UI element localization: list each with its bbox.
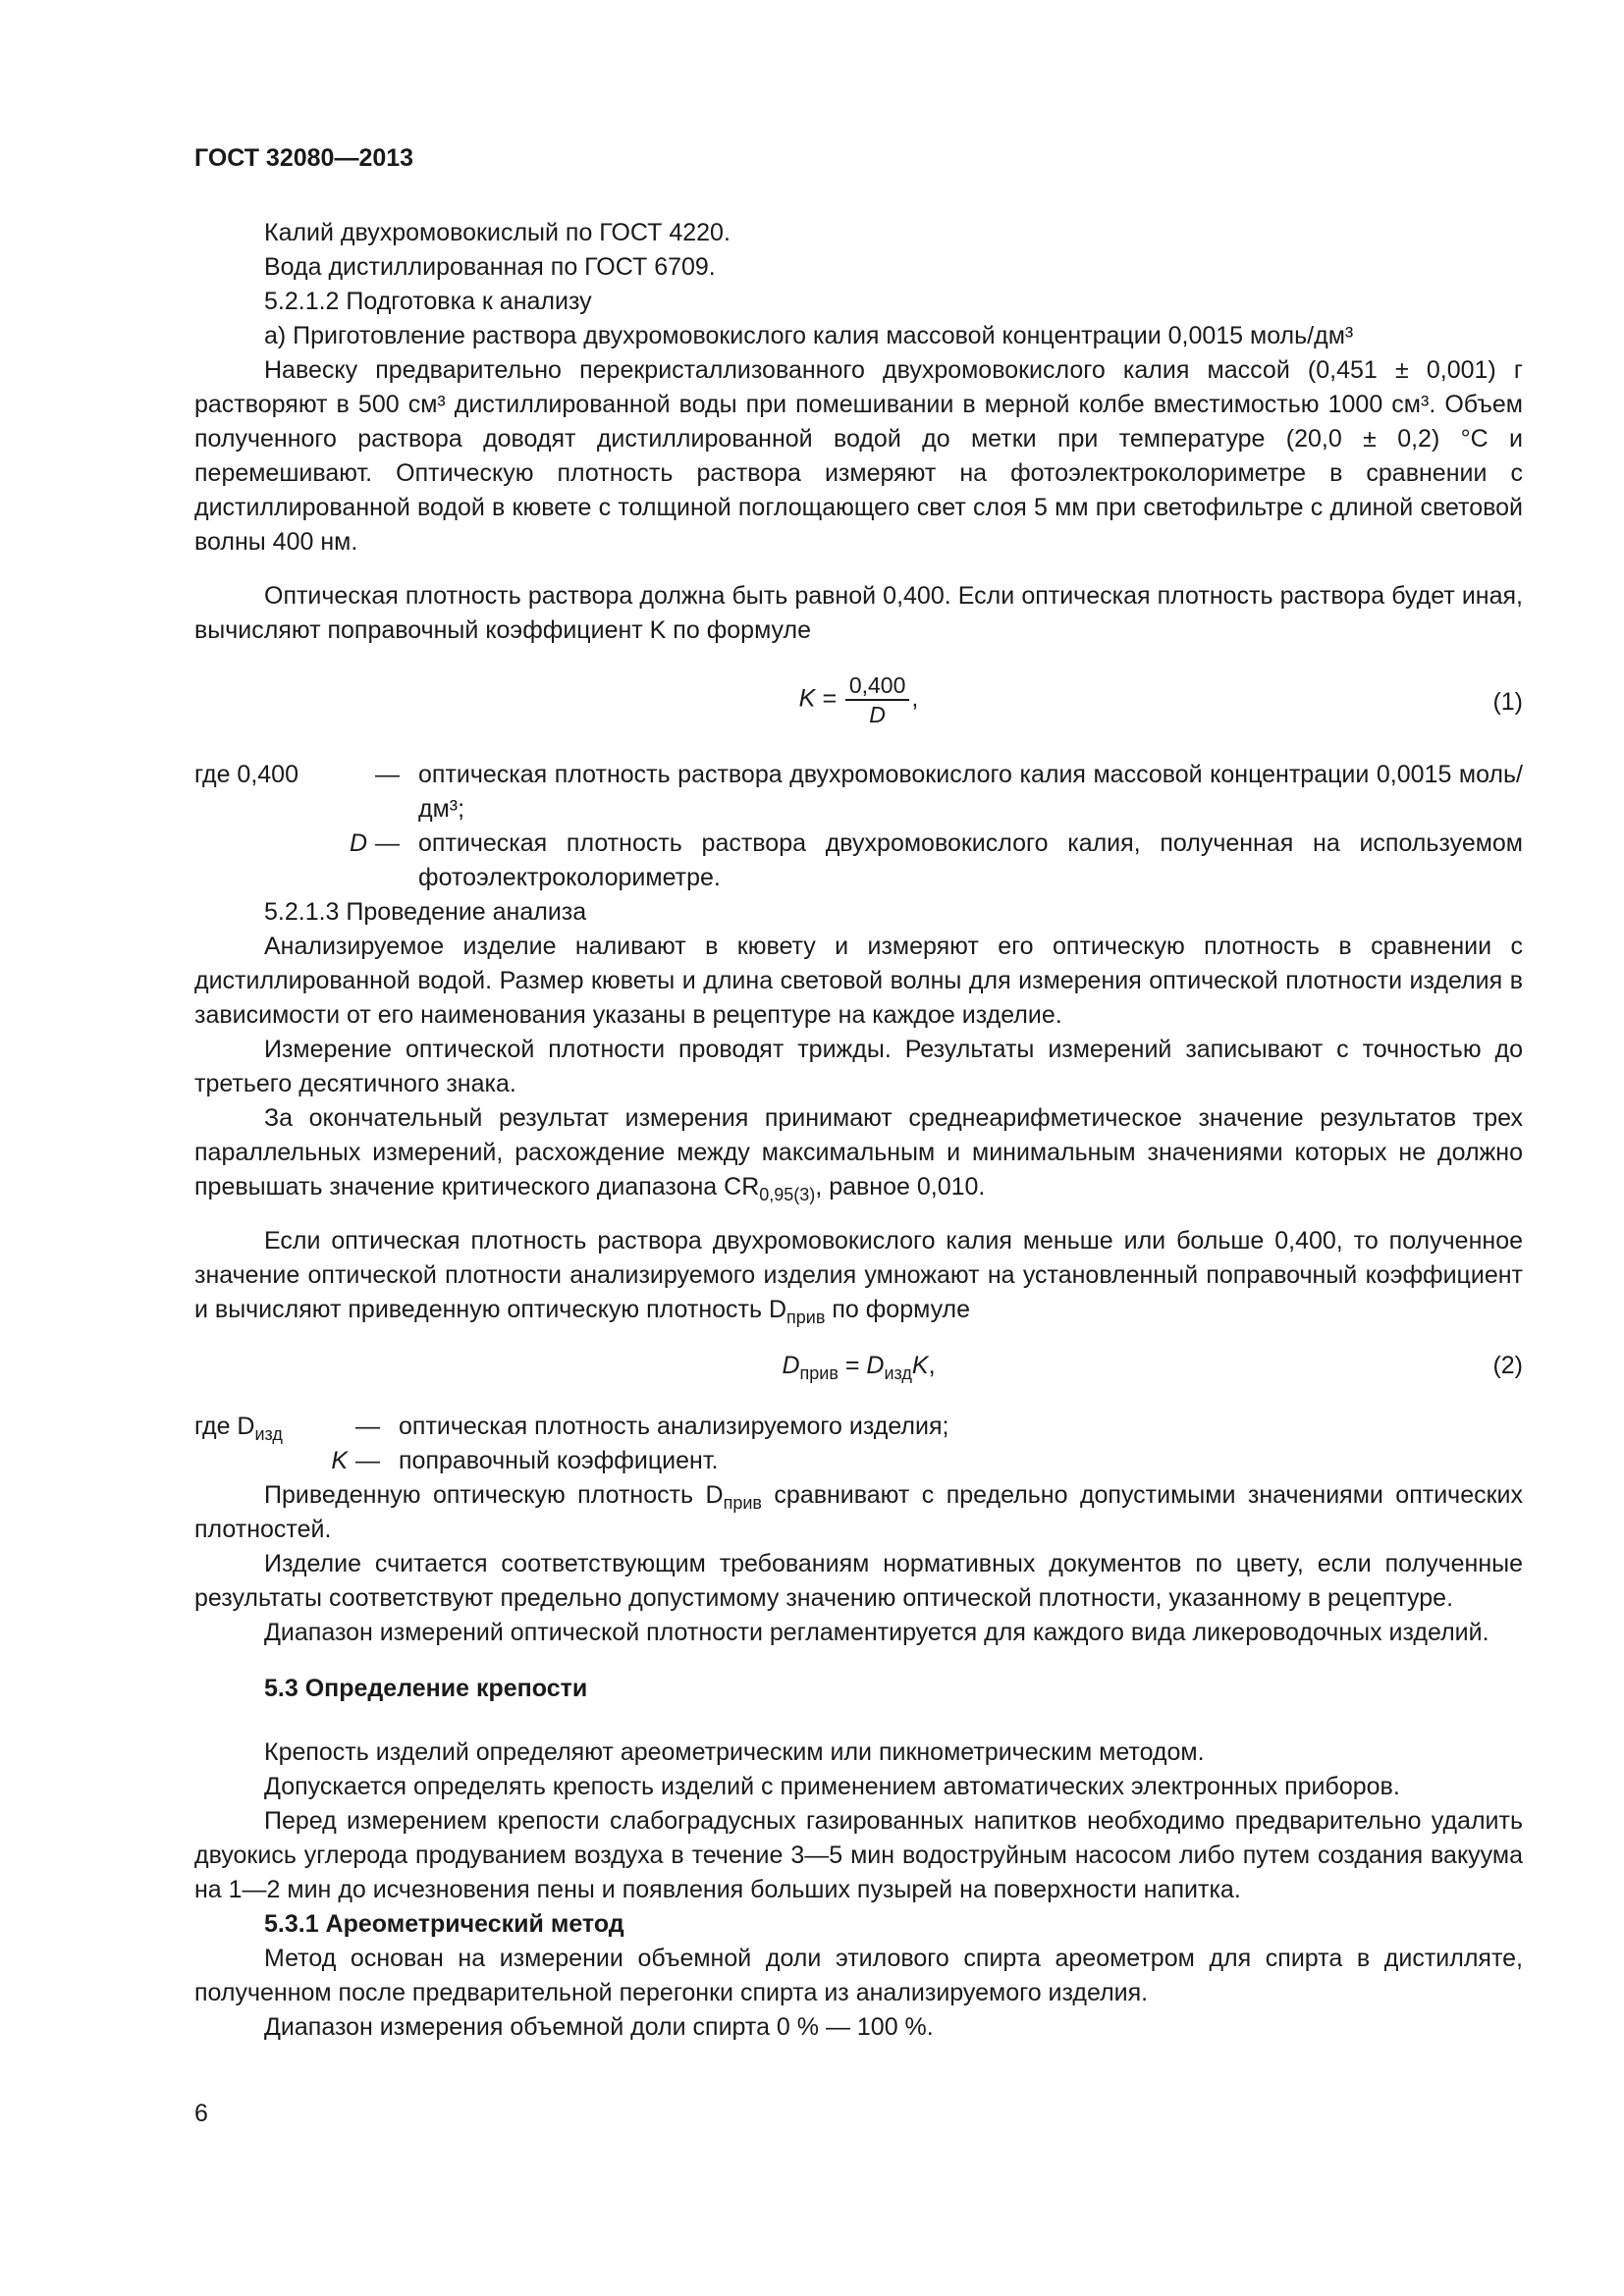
paragraph: Анализируемое изделие наливают в кювету и измеряют его оптическую плотность в сравнении с дистиллированной водой. Размер кюветы и длина световой волны для измерения оптической плотности изделия в зависимости от его наименования указаны в рецептуре на каждое изделие. (194, 933, 1523, 1029)
paragraph: Крепость изделий определяют ареометрическим или пикнометрическим методом. (264, 1738, 1205, 1766)
paragraph: Допускается определять крепость изделий с применением автоматических электронных приборов. (264, 1773, 1400, 1800)
document-header: ГОСТ 32080—2013 (194, 144, 414, 172)
formula-2 (194, 1327, 1523, 1410)
page-content (194, 143, 1523, 2045)
where-row (194, 1444, 1523, 1478)
formula-1 (194, 648, 1523, 740)
paragraph (194, 1101, 1523, 1204)
paragraph: Навеску предварительно перекристаллизованного двухромовокислого калия массой (0,451 ± 0,001) г растворяют в 500 см³ дистиллированной воды при помешивании в мерной колбе вместимостью 1000 см³. Объем полученного раствора доводят дистиллированной водой до метки при температуре (20,0 ± 0,2) °C и перемешивают. Оптическую плотность раствора измеряют на фотоэлектроколориметре в сравнении с дистиллированной водой в кювете с толщиной поглощающего свет слоя 5 мм при светофильтре с длиной световой волны 400 нм. (194, 356, 1523, 556)
paragraph: Калий двухромовокислый по ГОСТ 4220. (264, 219, 731, 246)
fraction-denominator: D (869, 702, 886, 727)
paragraph: Метод основан на измерении объемной доли этилового спирта ареометром для спирта в дистилляте, полученном после предварительной перегонки спирта из анализируемого изделия. (194, 1945, 1523, 2006)
where-term (194, 1444, 355, 1478)
where-dash: — (375, 829, 400, 857)
subscript: прив (799, 1363, 839, 1383)
where-desc: поправочный коэффициент. (399, 1447, 719, 1474)
where-term: D (349, 829, 367, 857)
where-row (194, 758, 1523, 827)
formula-lhs: K = (798, 684, 837, 713)
formula-expression (194, 671, 1523, 728)
paragraph (194, 1224, 1523, 1327)
subsection-heading: 5.2.1.3 Проведение анализа (264, 898, 587, 926)
page-number: 6 (194, 2100, 208, 2127)
text-run: , равное 0,010. (815, 1173, 986, 1201)
where-dash: — (375, 761, 400, 788)
paragraph: Оптическая плотность раствора должна быть равной 0,400. Если оптическая плотность раствора будет иная, вычисляют поправочный коэффициент K по формуле (194, 582, 1523, 644)
formula-symbol: D (782, 1352, 800, 1379)
formula-symbol: D (866, 1352, 885, 1379)
where-row (194, 827, 1523, 895)
paragraph: Измерение оптической плотности проводят трижды. Результаты измерений записывают с точностью до третьего десятичного знака. (194, 1036, 1523, 1097)
where-desc: оптическая плотность анализируемого изделия; (399, 1413, 949, 1440)
section-heading-5-3-1: 5.3.1 Ареометрический метод (264, 1910, 624, 1938)
where-row (194, 1410, 1523, 1444)
formula-tail: , (928, 1352, 936, 1379)
text-run: Приведенную оптическую плотность D (264, 1481, 724, 1509)
formula-fraction (845, 671, 910, 728)
subsection-heading: 5.2.1.2 Подготовка к анализу (264, 288, 592, 315)
paragraph: а) Приготовление раствора двухромовокислого калия массовой концентрации 0,0015 моль/дм³ (264, 322, 1354, 349)
formula-number: (1) (1492, 688, 1523, 716)
paragraph: Диапазон измерения объемной доли спирта 0 % — 100 %. (264, 2013, 934, 2041)
formula-expression (194, 1349, 1523, 1383)
subscript: прив (723, 1493, 762, 1513)
paragraph: Изделие считается соответствующим требованиям нормативных документов по цвету, если полученные результаты соответствуют предельно допустимому значению оптической плотности, указанному в рецептуре. (194, 1550, 1523, 1612)
where-dash: — (355, 1413, 380, 1440)
paragraph: Перед измерением крепости слабоградусных газированных напитков необходимо предварительно удалить двуокись углерода продуванием воздуха в течение 3—5 мин водоструйным насосом либо путем создания вакуума на 1—2 мин до исчезновения пены и появления больших пузырей на поверхности напитка. (194, 1807, 1523, 1903)
fraction-numerator: 0,400 (845, 671, 910, 701)
paragraph: Диапазон измерений оптической плотности регламентируется для каждого вида ликероводочных изделий. (264, 1619, 1489, 1646)
where-desc: оптическая плотность раствора двухромовокислого калия массовой концентрации 0,0015 моль/дм³; (418, 761, 1523, 823)
paragraph: Вода дистиллированная по ГОСТ 6709. (264, 253, 716, 281)
where-term: где 0,400 (194, 761, 298, 788)
text-run: За окончательный результат измерения принимают среднеарифметическое значение результатов трех параллельных измерений, расхождение между максимальным и минимальным значениями которых не должно превышать значение критического диапазона CR (194, 1104, 1523, 1201)
subscript: 0,95(3) (759, 1185, 816, 1204)
formula-number: (2) (1492, 1352, 1523, 1379)
subscript: изд (254, 1424, 283, 1444)
formula-eq: = (838, 1352, 867, 1379)
paragraph (194, 1478, 1523, 1547)
where-dash: — (355, 1447, 380, 1474)
text-run: сравнивают с предельно допустимыми значениями оптических плотностей. (194, 1481, 1523, 1543)
formula-symbol: K (911, 1352, 929, 1379)
term-text: K (331, 1447, 348, 1474)
text-run: по формуле (825, 1296, 971, 1323)
formula-tail: , (911, 684, 919, 713)
where-term (194, 1410, 355, 1444)
where-desc: оптическая плотность раствора двухромовокислого калия, полученная на используемом фотоэлектроколориметре. (418, 829, 1523, 891)
term-text: где D (194, 1413, 255, 1440)
text-run: Если оптическая плотность раствора двухромовокислого калия меньше или больше 0,400, то полученное значение оптической плотности анализируемого изделия умножают на установленный поправочный коэффициент и вычисляют приведенную оптическую плотность D (194, 1227, 1523, 1323)
subscript: прив (786, 1308, 826, 1327)
subscript: изд (884, 1363, 912, 1383)
section-heading-5-3: 5.3 Определение крепости (264, 1675, 588, 1702)
